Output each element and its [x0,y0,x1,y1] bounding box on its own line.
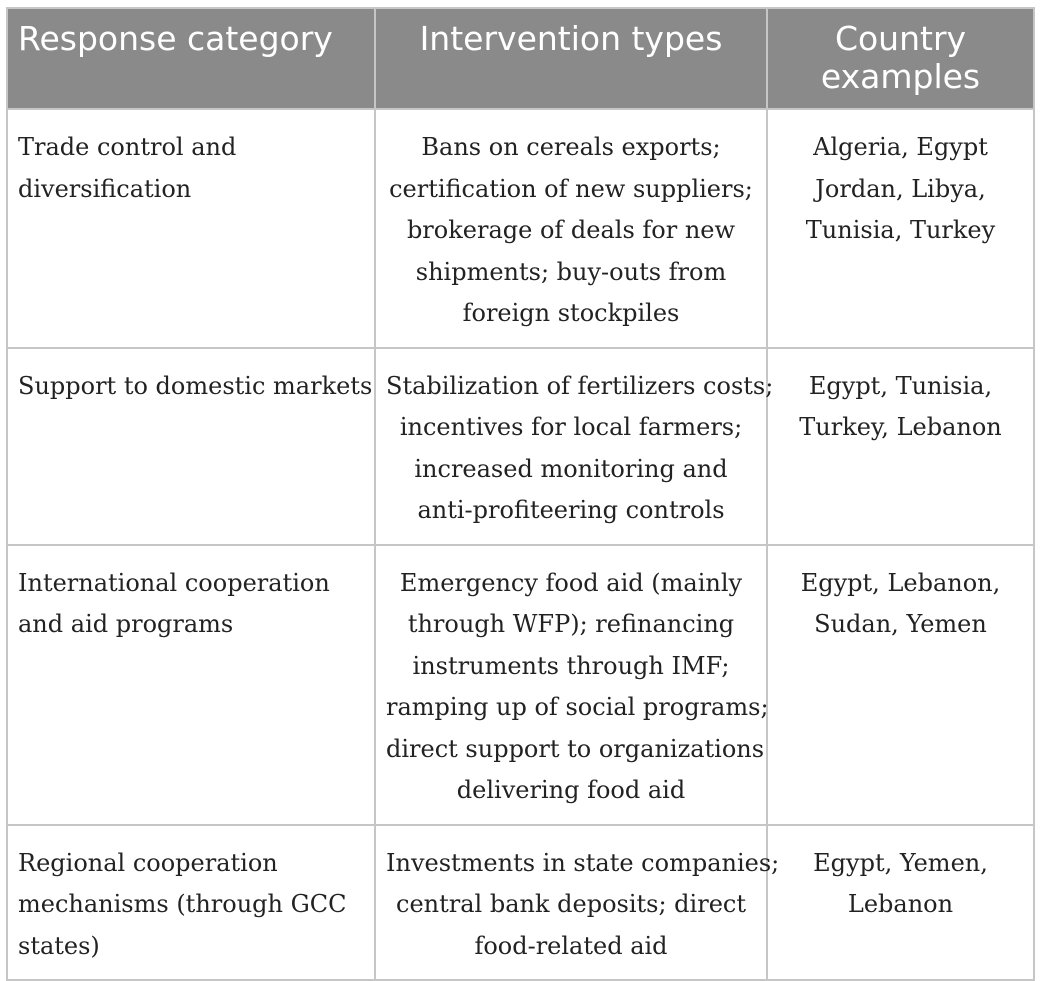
cell-countries [767,545,1034,825]
cell-line: shipments; buy-outs from [415,257,727,286]
cell-line: Support to domestic markets [18,371,373,400]
cell-countries [767,109,1034,348]
cell-line: Stabilization of fertilizers costs; [386,371,774,400]
cell-line: incentives for local farmers; [399,413,743,441]
cell-line: mechanisms (through GCC [18,890,347,918]
cell-interventions [375,825,780,981]
cell-line: direct support to organizations [386,734,765,763]
header-response-category: Response category [7,8,375,109]
cell-interventions [375,109,767,348]
cell-interventions [375,348,774,545]
header-country-line: examples [820,57,981,96]
cell-line: increased monitoring and [414,454,728,483]
cell-line: Egypt, Tunisia, [808,371,993,400]
cell-line: instruments through IMF; [412,651,730,680]
cell-category [7,545,375,825]
cell-line: Trade control and [18,133,237,161]
header-country-line: Country [834,19,967,58]
table-row [7,825,1034,981]
cell-line: Emergency food aid (mainly [399,568,743,597]
cell-line: Egypt, Yemen, [813,848,988,877]
cell-interventions [375,545,767,825]
cell-line: states) [18,931,100,960]
cell-line: delivering food aid [456,776,686,804]
cell-line: diversification [18,174,192,203]
cell-line: ramping up of social programs; [386,693,769,721]
cell-line: Tunisia, Turkey [805,216,996,244]
header-row [7,8,1034,109]
cell-line: central bank deposits; direct [396,890,746,918]
cell-line: Regional cooperation [18,848,278,877]
cell-line: Sudan, Yemen [814,610,987,638]
table-row [7,545,1034,825]
cell-countries [767,825,1034,981]
header-intervention-types: Intervention types [375,8,767,109]
table-row [7,348,1034,545]
cell-line: Turkey, Lebanon [799,413,1002,441]
response-table [6,7,1035,981]
cell-line: and aid programs [18,610,234,638]
cell-line: brokerage of deals for new [406,216,736,244]
cell-line: Bans on cereals exports; [421,133,721,161]
cell-line: Investments in state companies; [386,848,780,877]
cell-line: through WFP); refinancing [407,610,735,638]
cell-category [7,109,375,348]
cell-line: Egypt, Lebanon, [800,568,1001,597]
table-row [7,109,1034,348]
cell-line: Algeria, Egypt [813,133,988,161]
cell-line: International cooperation [18,568,330,597]
cell-line: anti-profiteering controls [417,496,725,524]
cell-countries [767,348,1034,545]
header-country-examples [767,8,1034,109]
cell-line: Jordan, Libya, [815,174,986,203]
cell-category [7,825,375,981]
cell-line: foreign stockpiles [462,299,680,327]
cell-line: food-related aid [474,931,668,960]
cell-line: Lebanon [847,890,954,918]
cell-category [7,348,375,545]
cell-line: certification of new suppliers; [389,174,753,203]
